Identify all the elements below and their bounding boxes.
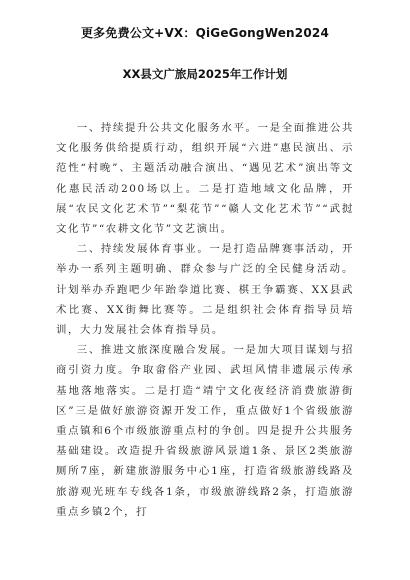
document-title: XX县文广旅局2025年工作计划	[122, 67, 288, 81]
paragraph-culture-tourism: 三、推进文旅深度融合发展。一是加大项目谋划与招商引资力度。争取畲俗产业园、武垣风情非遗展示传承基地落地落实。二是打造“靖宁文化夜经济消费旅游街区”三是做好旅游资源开发工作，重点做好1个省级旅游重点镇和6个市级旅游重点村的争创。四是提升公共服务基础建设。改造提升省级旅游风景道1条、景区2类旅游厕所7座，新建旅游服务中心1座，打造省级旅游线路及旅游观光班车专线各1条，市级旅游线路2条，打造旅游重点乡镇2个，打	[56, 344, 354, 518]
paragraph-sports: 二、持续发展体育事业。一是打造品牌赛事活动，开举办一系列主题明确、群众参与广泛的全民健身活动。计划举办乔跑吧少年跆拳道比赛、棋王争霸赛、XX县武术比赛、XX街舞比赛等。二是组织社会体育指导员培训，大力发展社会体育指导员。	[56, 243, 354, 337]
promo-header: 更多免费公文+VX：QiGeGongWen2024	[80, 26, 329, 40]
document-body	[56, 118, 354, 522]
paragraph-public-culture: 一、持续提升公共文化服务水平。一是全面推进公共文化服务供给提质行动，组织开展“六进”惠民演出、示范性“村晚”、主题活动融合演出、“遇见艺术”演出等文化惠民活动200场以上。二是打造地域文化品牌，开展“农民文化艺术节”“梨花节”“赣人文化艺术节”“武挝文化节”“农耕文化节”文艺演出。	[56, 122, 354, 236]
